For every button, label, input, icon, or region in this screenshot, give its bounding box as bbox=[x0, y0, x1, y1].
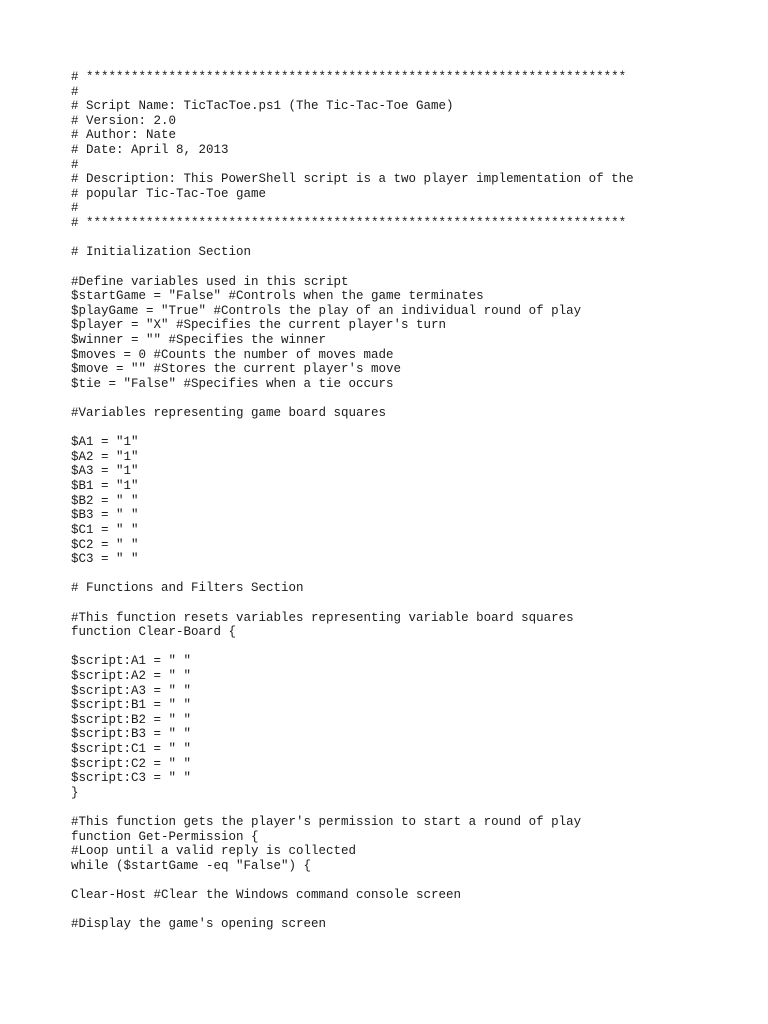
code-line: # Version: 2.0 bbox=[71, 113, 177, 128]
code-line: $winner = "" #Specifies the winner bbox=[71, 332, 327, 347]
code-line: $script:A2 = " " bbox=[71, 668, 192, 683]
code-line: # Script Name: TicTacToe.ps1 (The Tic-Tac-Toe Game) bbox=[71, 99, 454, 114]
code-line: $C1 = " " bbox=[71, 522, 139, 537]
code-line: while ($startGame -eq "False") { bbox=[71, 858, 312, 873]
code-line: #Variables representing game board squares bbox=[71, 406, 387, 421]
code-line bbox=[71, 391, 751, 406]
code-line: $playGame = "True" #Controls the play of an individual round of play bbox=[71, 303, 582, 318]
code-line: #Display the game's opening screen bbox=[71, 917, 327, 932]
code-line: $A3 = "1" bbox=[71, 464, 139, 479]
code-line: $script:A1 = " " bbox=[71, 654, 192, 669]
code-line: Clear-Host #Clear the Windows command console screen bbox=[71, 888, 462, 903]
code-line: $script:B1 = " " bbox=[71, 698, 192, 713]
code-line bbox=[71, 903, 751, 918]
code-line bbox=[71, 567, 751, 582]
code-line: $player = "X" #Specifies the current player's turn bbox=[71, 318, 447, 333]
code-line: $B3 = " " bbox=[71, 508, 139, 523]
code-line: # Author: Nate bbox=[71, 128, 177, 143]
code-line: # popular Tic-Tac-Toe game bbox=[71, 186, 267, 201]
code-line: #This function resets variables representing variable board squares bbox=[71, 610, 574, 625]
code-line: #Define variables used in this script bbox=[71, 274, 349, 289]
code-line bbox=[71, 874, 751, 889]
code-line: $B2 = " " bbox=[71, 493, 139, 508]
code-line bbox=[71, 596, 751, 611]
code-line: # ************************************************************************ bbox=[71, 70, 627, 84]
code-line: function Get-Permission { bbox=[71, 829, 259, 844]
code-line: # Functions and Filters Section bbox=[71, 581, 304, 596]
code-line bbox=[71, 231, 751, 246]
code-line: $B1 = "1" bbox=[71, 479, 139, 494]
code-line: # Description: This PowerShell script is a two player implementation of the bbox=[71, 172, 634, 187]
code-line: function Clear-Board { bbox=[71, 625, 237, 640]
code-line: $move = "" #Stores the current player's move bbox=[71, 362, 402, 377]
code-line: #This function gets the player's permission to start a round of play bbox=[71, 815, 582, 830]
code-line: $script:A3 = " " bbox=[71, 683, 192, 698]
code-line bbox=[71, 800, 751, 815]
code-line: #Loop until a valid reply is collected bbox=[71, 844, 357, 859]
code-line: # Date: April 8, 2013 bbox=[71, 143, 229, 158]
code-line: $C3 = " " bbox=[71, 552, 139, 567]
code-line: $C2 = " " bbox=[71, 537, 139, 552]
code-listing bbox=[71, 70, 751, 932]
code-line: # ************************************************************************ bbox=[71, 216, 627, 231]
code-line: # bbox=[71, 157, 79, 172]
code-line: $script:C1 = " " bbox=[71, 742, 192, 757]
code-line bbox=[71, 640, 751, 655]
code-line: $script:C3 = " " bbox=[71, 771, 192, 786]
code-line: } bbox=[71, 785, 79, 800]
code-line: $script:B2 = " " bbox=[71, 712, 192, 727]
code-line: # bbox=[71, 84, 79, 99]
code-line: $A1 = "1" bbox=[71, 435, 139, 450]
code-line: $script:B3 = " " bbox=[71, 727, 192, 742]
code-line: $moves = 0 #Counts the number of moves made bbox=[71, 347, 394, 362]
code-line bbox=[71, 421, 751, 436]
code-line: $script:C2 = " " bbox=[71, 756, 192, 771]
code-line: $startGame = "False" #Controls when the game terminates bbox=[71, 289, 484, 304]
code-line: $tie = "False" #Specifies when a tie occurs bbox=[71, 376, 394, 391]
code-line: $A2 = "1" bbox=[71, 449, 139, 464]
code-line bbox=[71, 260, 751, 275]
code-line: # bbox=[71, 201, 79, 216]
code-line: # Initialization Section bbox=[71, 245, 252, 260]
